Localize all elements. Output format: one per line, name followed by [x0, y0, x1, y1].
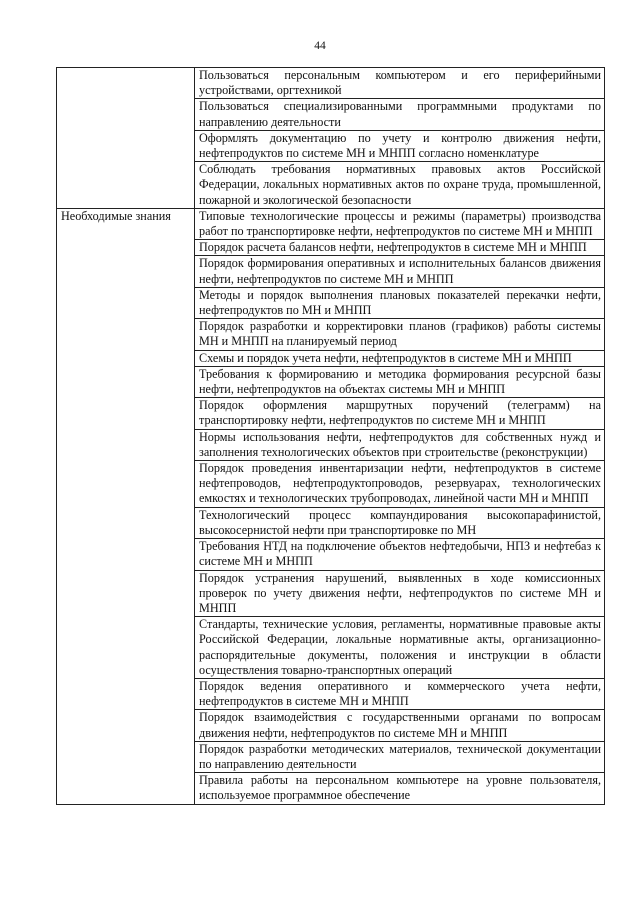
item-cell: Порядок ведения оперативного и коммерческого учета нефти, нефтепродуктов в системе МН и МНПП	[195, 678, 605, 709]
item-cell: Порядок взаимодействия с государственными органами по вопросам движения нефти, нефтепродуктов по системе МН и МНПП	[195, 710, 605, 741]
item-cell: Типовые технологические процессы и режимы (параметры) производства работ по транспортировке нефти, нефтепродуктов по системе МН и МНПП	[195, 208, 605, 239]
item-cell: Порядок оформления маршрутных поручений (телеграмм) на транспортировку нефти, нефтепродуктов по системе МН и МНПП	[195, 398, 605, 429]
item-cell: Оформлять документацию по учету и контролю движения нефти, нефтепродуктов по системе МН и МНПП согласно номенклатуре	[195, 130, 605, 161]
item-cell: Соблюдать требования нормативных правовых актов Российской Федерации, локальных нормативных актов по охране труда, промышленной, пожарной и экологической безопасности	[195, 162, 605, 209]
label-cell	[57, 68, 195, 209]
table-row	[57, 208, 605, 239]
item-cell: Порядок разработки методических материалов, технической документации по направлению деятельности	[195, 741, 605, 772]
item-cell: Порядок проведения инвентаризации нефти, нефтепродуктов в системе нефтепроводов, нефтепродуктопроводов, резервуарах, технологических емкостях и технологических трубопроводах, линейной части МН и МНПП	[195, 461, 605, 508]
item-cell: Пользоваться персональным компьютером и его периферийными устройствами, оргтехникой	[195, 68, 605, 99]
table-row	[57, 68, 605, 99]
item-cell: Технологический процесс компаундирования высокопарафинистой, высокосернистой нефти при транспортировке по МН	[195, 507, 605, 538]
item-cell: Требования НТД на подключение объектов нефтедобычи, НПЗ и нефтебаз к системе МН и МНПП	[195, 539, 605, 570]
item-cell: Порядок устранения нарушений, выявленных в ходе комиссионных проверок по учету движения нефти, нефтепродуктов по системе МН и МНПП	[195, 570, 605, 617]
item-cell: Порядок формирования оперативных и исполнительных балансов движения нефти, нефтепродуктов по системе МН и МНПП	[195, 256, 605, 287]
item-cell: Схемы и порядок учета нефти, нефтепродуктов в системе МН и МНПП	[195, 350, 605, 366]
item-cell: Порядок разработки и корректировки планов (графиков) работы системы МН и МНПП на планируемый период	[195, 319, 605, 350]
item-cell: Нормы использования нефти, нефтепродуктов для собственных нужд и заполнения технологических объектов при строительстве (реконструкции)	[195, 429, 605, 460]
section-label-necessary-knowledge: Необходимые знания	[57, 208, 195, 804]
item-cell: Требования к формированию и методика формирования ресурсной базы нефти, нефтепродуктов на объектах системы МН и МНПП	[195, 366, 605, 397]
item-cell: Пользоваться специализированными программными продуктами по направлению деятельности	[195, 99, 605, 130]
item-cell: Стандарты, технические условия, регламенты, нормативные правовые акты Российской Федерации, локальные нормативные акты, организационно-распорядительные документы, положения и инструкции в области осуществления товарно-транспортных операций	[195, 617, 605, 679]
page-number: 44	[314, 40, 326, 52]
item-cell: Правила работы на персональном компьютере на уровне пользователя, используемое программное обеспечение	[195, 773, 605, 804]
item-cell: Методы и порядок выполнения плановых показателей перекачки нефти, нефтепродуктов по МН и МНПП	[195, 287, 605, 318]
requirements-table	[56, 67, 605, 805]
item-cell: Порядок расчета балансов нефти, нефтепродуктов в системе МН и МНПП	[195, 240, 605, 256]
